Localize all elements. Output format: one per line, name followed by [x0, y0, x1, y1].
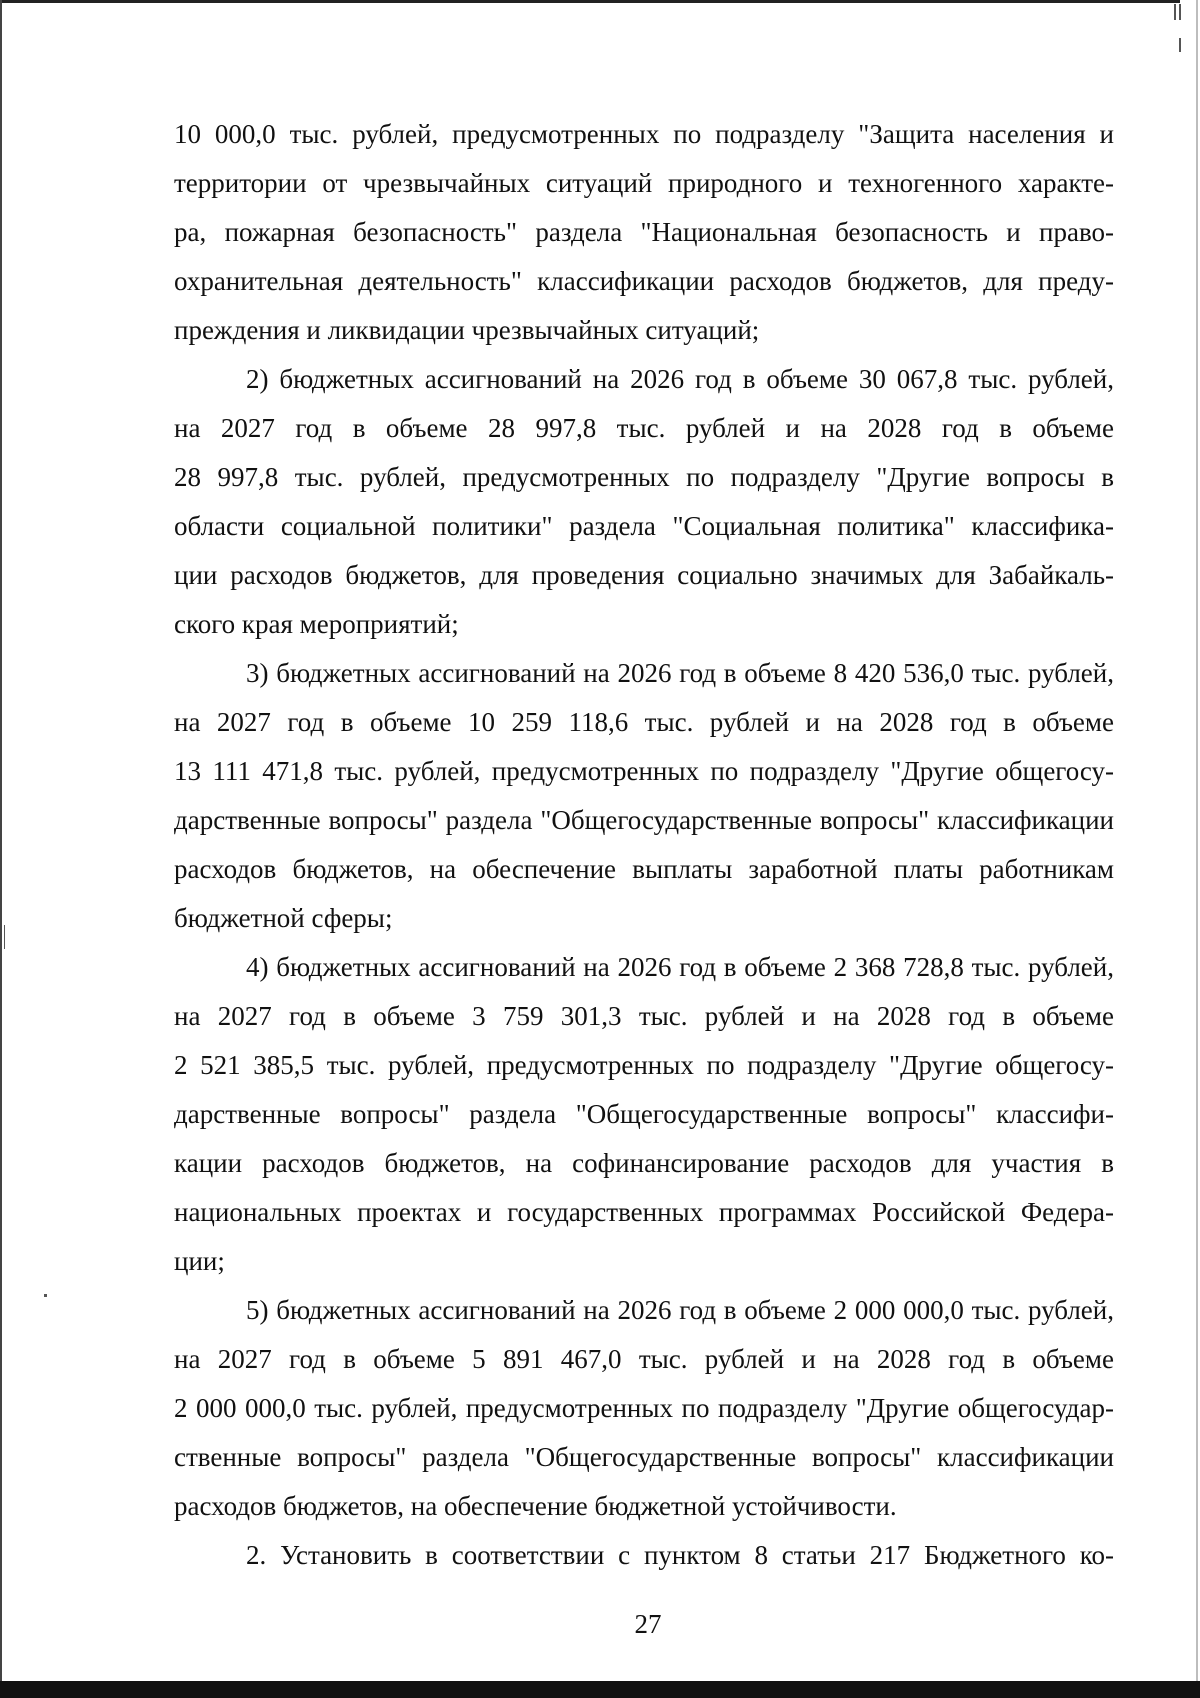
text-line: бюджетной сферы; [174, 903, 393, 933]
scan-border-left [0, 0, 2, 1698]
text-line: расходов бюджетов, на обеспечение бюджетной устойчивости. [174, 1491, 897, 1521]
text-line: 13 111 471,8 тыс. рублей, предусмотренных по подразделу "Другие общегосу- [174, 756, 1114, 786]
text-line: области социальной политики" раздела "Социальная политика" классифика- [174, 511, 1114, 541]
scan-mark [1174, 4, 1176, 20]
text-line: 2 000 000,0 тыс. рублей, предусмотренных по подразделу "Другие общегосудар- [174, 1393, 1114, 1423]
document-body [174, 110, 1114, 1580]
text-line: расходов бюджетов, на обеспечение выплаты заработной платы работникам [174, 854, 1114, 884]
scan-mark [44, 1294, 47, 1297]
text-line: преждения и ликвидации чрезвычайных ситуаций; [174, 315, 760, 345]
text-line: на 2027 год в объеме 5 891 467,0 тыс. рублей и на 2028 год в объеме [174, 1344, 1114, 1374]
scan-border-right [1196, 0, 1198, 1698]
text-line: ра, пожарная безопасность" раздела "Национальная безопасность и право- [174, 217, 1114, 247]
text-line: ского края мероприятий; [174, 609, 459, 639]
scan-mark [1179, 38, 1181, 52]
text-line: на 2027 год в объеме 3 759 301,3 тыс. рублей и на 2028 год в объеме [174, 1001, 1114, 1031]
text-line: 28 997,8 тыс. рублей, предусмотренных по подразделу "Другие вопросы в [174, 462, 1114, 492]
text-line: 5) бюджетных ассигнований на 2026 год в объеме 2 000 000,0 тыс. рублей, [246, 1295, 1114, 1325]
text-line: 2 521 385,5 тыс. рублей, предусмотренных по подразделу "Другие общегосу- [174, 1050, 1114, 1080]
text-line: дарственные вопросы" раздела "Общегосударственные вопросы" классификации [174, 805, 1114, 835]
page-number: 27 [634, 1609, 662, 1639]
text-line: на 2027 год в объеме 10 259 118,6 тыс. рублей и на 2028 год в объеме [174, 707, 1114, 737]
text-line: на 2027 год в объеме 28 997,8 тыс. рублей и на 2028 год в объеме [174, 413, 1114, 443]
text-line: ции; [174, 1246, 225, 1276]
text-line: ции расходов бюджетов, для проведения социально значимых для Забайкаль- [174, 560, 1114, 590]
text-line: 4) бюджетных ассигнований на 2026 год в объеме 2 368 728,8 тыс. рублей, [246, 952, 1114, 982]
text-line: 10 000,0 тыс. рублей, предусмотренных по подразделу "Защита населения и [174, 119, 1114, 149]
scan-border-top [0, 0, 1180, 3]
text-line: охранительная деятельность" классификации расходов бюджетов, для преду- [174, 266, 1114, 296]
text-line: территории от чрезвычайных ситуаций природного и техногенного характе- [174, 168, 1114, 198]
scan-mark [1179, 4, 1181, 20]
scan-border-bottom [0, 1681, 1200, 1698]
text-line: 3) бюджетных ассигнований на 2026 год в объеме 8 420 536,0 тыс. рублей, [246, 658, 1114, 688]
text-line: 2. Установить в соответствии с пунктом 8 статьи 217 Бюджетного ко- [246, 1540, 1114, 1570]
text-line: национальных проектах и государственных программах Российской Федера- [174, 1197, 1114, 1227]
text-line: кации расходов бюджетов, на софинансирование расходов для участия в [174, 1148, 1114, 1178]
text-line: дарственные вопросы" раздела "Общегосударственные вопросы" классифи- [174, 1099, 1114, 1129]
text-line: ственные вопросы" раздела "Общегосударственные вопросы" классификации [174, 1442, 1114, 1472]
scan-mark [4, 925, 5, 949]
text-line: 2) бюджетных ассигнований на 2026 год в объеме 30 067,8 тыс. рублей, [246, 364, 1114, 394]
